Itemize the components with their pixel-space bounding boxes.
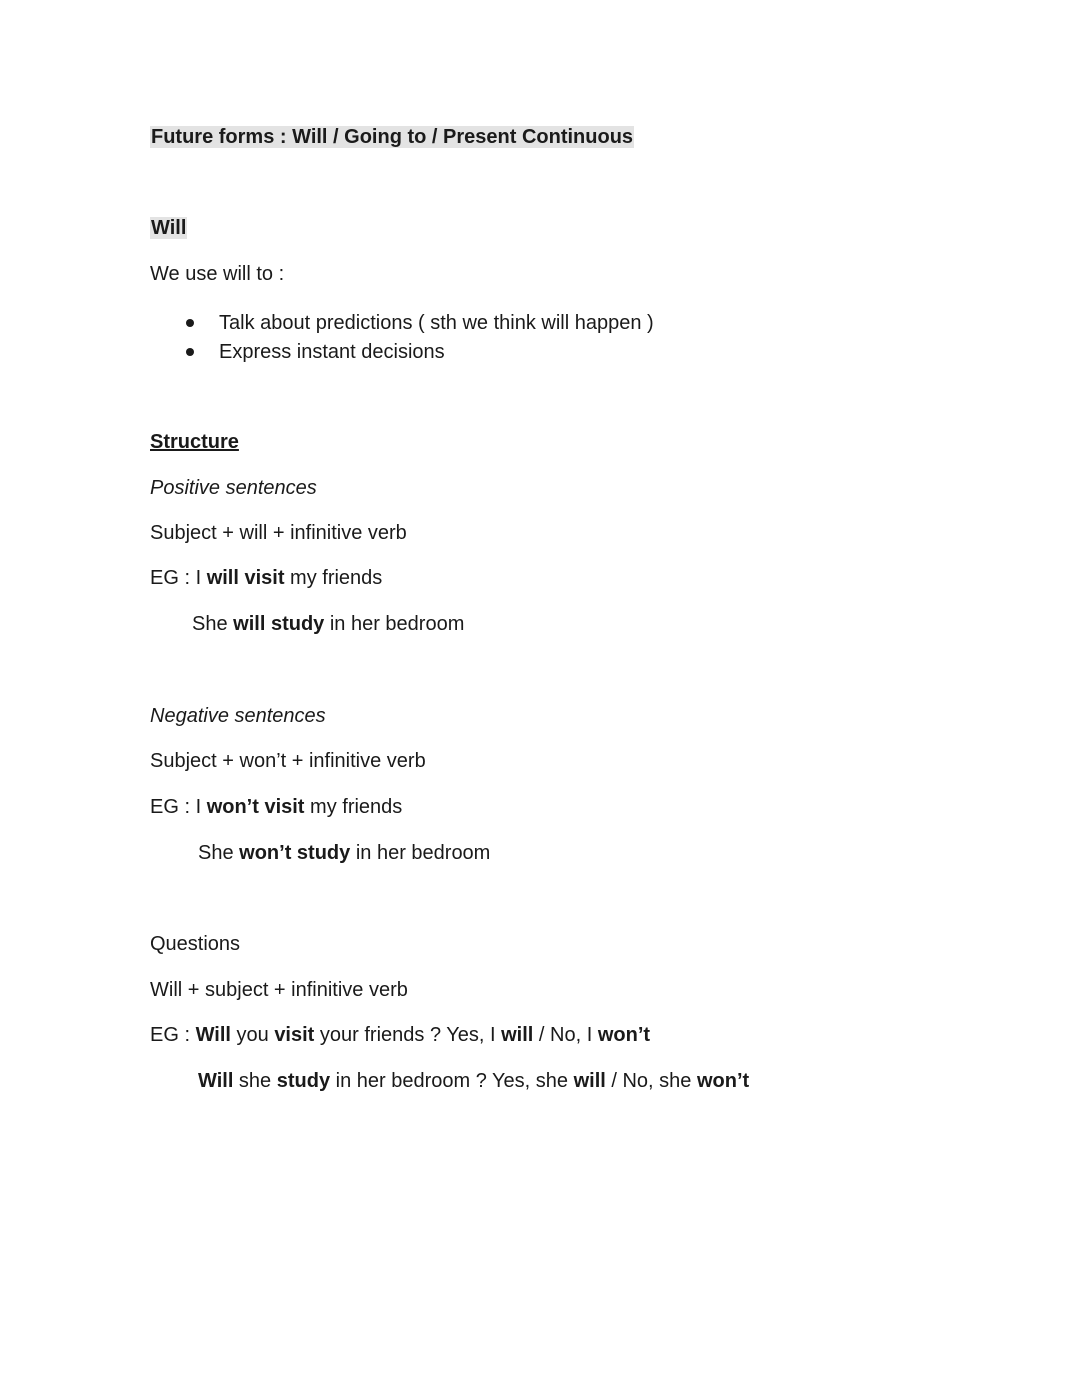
- list-item: Talk about predictions ( sth we think will happen ): [150, 309, 654, 338]
- negative-example-2: She won’t study in her bedroom: [198, 842, 491, 864]
- uses-list: [150, 309, 654, 367]
- questions-heading: Questions: [150, 933, 241, 955]
- questions-example-2: Will she study in her bedroom ? Yes, she will / No, she won’t: [198, 1070, 750, 1092]
- negative-formula: Subject + won’t + infinitive verb: [150, 750, 426, 772]
- positive-example-1: EG : I will visit my friends: [150, 567, 383, 589]
- intro-text: We use will to :: [150, 263, 285, 285]
- list-item: Express instant decisions: [150, 338, 654, 367]
- bullet-icon: [186, 319, 194, 327]
- section-heading-will: Will: [151, 217, 187, 239]
- positive-heading: Positive sentences: [150, 477, 317, 499]
- negative-example-1: EG : I won’t visit my friends: [150, 796, 403, 818]
- questions-example-1: EG : Will you visit your friends ? Yes, I will / No, I won’t: [150, 1024, 651, 1046]
- questions-formula: Will + subject + infinitive verb: [150, 979, 408, 1001]
- positive-example-2: She will study in her bedroom: [192, 613, 465, 635]
- bullet-icon: [186, 348, 194, 356]
- title-highlight: Future forms : Will / Going to / Present Continuous: [151, 126, 634, 148]
- negative-heading: Negative sentences: [150, 705, 326, 727]
- page-title: [150, 125, 634, 149]
- positive-formula: Subject + will + infinitive verb: [150, 522, 407, 544]
- structure-heading: Structure: [150, 431, 239, 453]
